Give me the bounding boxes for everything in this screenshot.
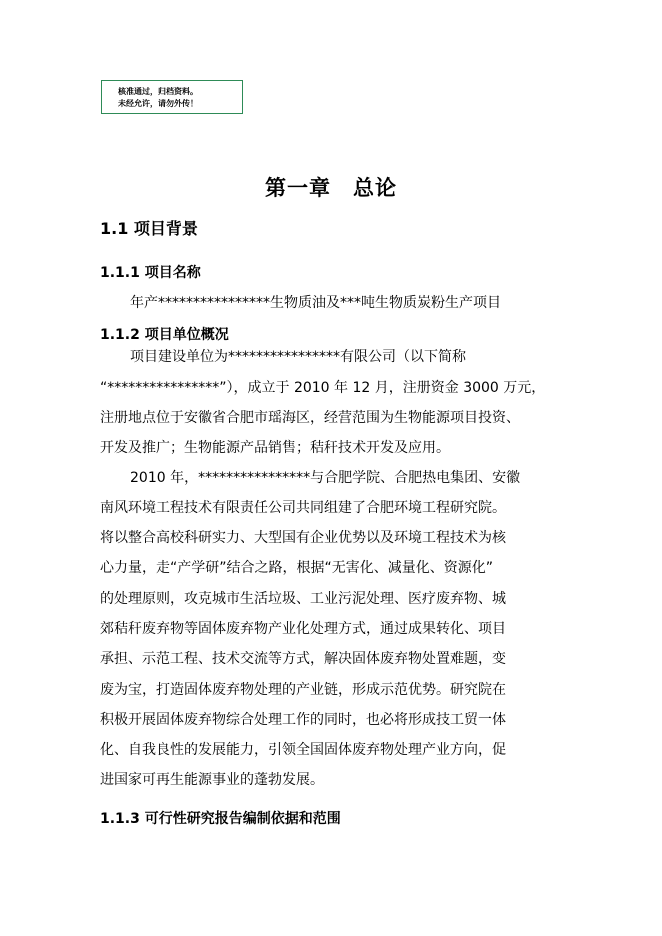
paragraph-line: 注册地点位于安徽省合肥市瑶海区，经营范围为生物能源项目投资、 — [100, 410, 520, 426]
paragraph-line: 进国家可再生能源事业的蓬勃发展。 — [100, 772, 324, 788]
paragraph-line: 化、自我良性的发展能力，引领全国固体废弃物处理产业方向，促 — [100, 742, 506, 758]
chapter-title: 第一章 总论 — [265, 176, 397, 200]
paragraph-line: 的处理原则，攻克城市生活垃圾、工业污泥处理、医疗废弃物、城 — [100, 591, 506, 607]
paragraph-line: 废为宝，打造固体废弃物处理的产业链，形成示范优势。研究院在 — [100, 682, 506, 698]
paragraph-line: 将以整合高校科研实力、大型国有企业优势以及环境工程技术为核 — [100, 530, 506, 546]
section-heading: 1.1 项目背景 — [100, 219, 198, 238]
subsection-heading-company-overview: 1.1.2 项目单位概况 — [100, 327, 229, 343]
paragraph-line: 承担、示范工程、技术交流等方式，解决固体废弃物处置难题，变 — [100, 651, 506, 667]
paragraph-line: “****************”），成立于 2010 年 12 月，注册资金 3000 万元， — [100, 380, 546, 396]
subsection-heading-project-name: 1.1.1 项目名称 — [100, 265, 201, 281]
paragraph-line: 积极开展固体废弃物综合处理工作的同时，也必将形成技工贸一体 — [100, 712, 506, 728]
paragraph-line: 南风环境工程技术有限责任公司共同组建了合肥环境工程研究院。 — [100, 500, 506, 516]
project-name-text: 年产****************生物质油及***吨生物质炭粉生产项目 — [130, 295, 501, 311]
confidential-stamp — [101, 80, 243, 114]
stamp-line-2: 未经允许，请勿外传！ — [118, 99, 198, 108]
paragraph-line: 项目建设单位为****************有限公司（以下简称 — [130, 349, 466, 365]
subsection-heading-feasibility-basis: 1.1.3 可行性研究报告编制依据和范围 — [100, 811, 341, 827]
paragraph-line: 开发及推广；生物能源产品销售；秸秆技术开发及应用。 — [100, 440, 450, 456]
paragraph-line: 郊秸秆废弃物等固体废弃物产业化处理方式，通过成果转化、项目 — [100, 621, 506, 637]
stamp-line-1: 核准通过，归档资料。 — [118, 87, 198, 96]
paragraph-line: 心力量，走“产学研”结合之路，根据“无害化、减量化、资源化” — [100, 560, 494, 576]
paragraph-line: 2010 年，****************与合肥学院、合肥热电集团、安徽 — [130, 470, 521, 486]
